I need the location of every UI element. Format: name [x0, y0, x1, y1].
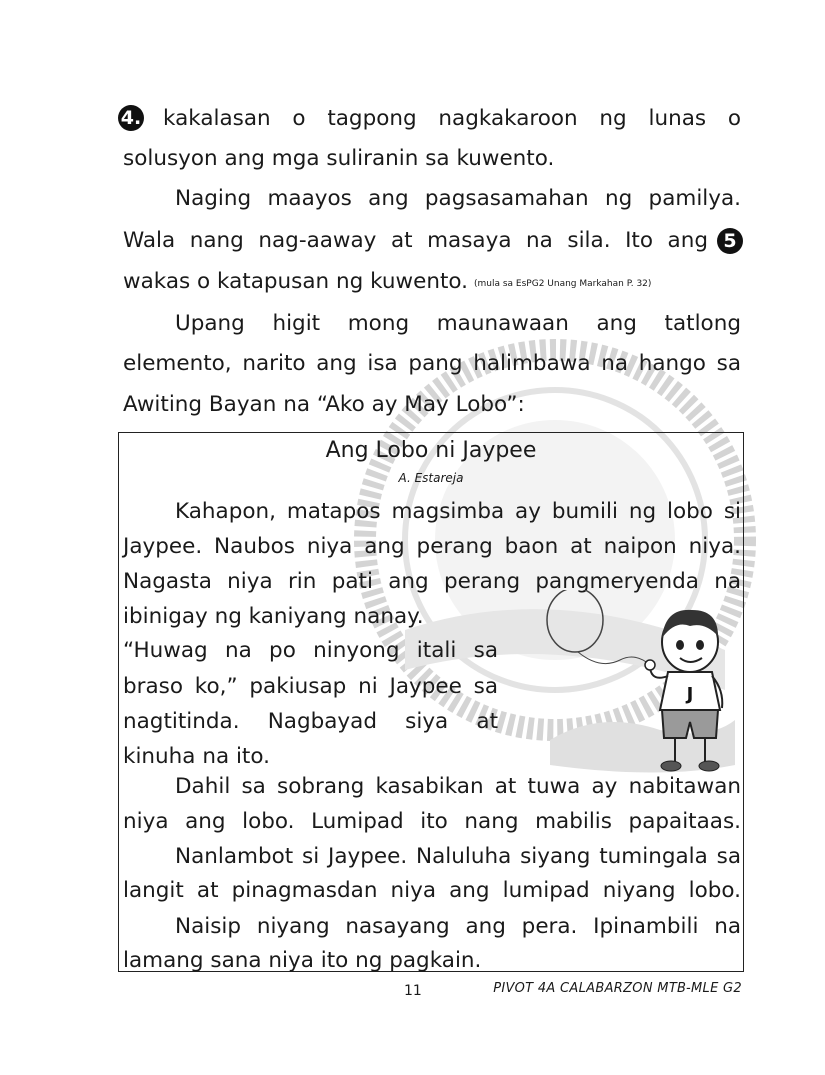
- boy-with-balloon-illustration: [540, 590, 740, 790]
- story-line-8: kinuha na ito.: [123, 744, 270, 769]
- footer-title: PIVOT 4A CALABARZON MTB-MLE G2: [493, 981, 742, 996]
- marker-4: 4.: [118, 105, 144, 131]
- intro-line-3: Naging maayos ang pagsasamahan ng pamilya.: [175, 186, 741, 211]
- page-number: 11: [404, 983, 422, 999]
- story-author: A. Estareja: [398, 471, 464, 485]
- story-line-10: niya ang lobo. Lumipad ito nang mabilis papaitaas.: [123, 809, 741, 834]
- intro-line-6: Upang higit mong maunawaan ang tatlong: [175, 311, 741, 336]
- balloon-icon: [547, 590, 603, 652]
- story-line-5: “Huwag na po ninyong itali sa: [123, 638, 498, 663]
- intro-line-4: Wala nang nag-aaway at masaya na sila. Ito ang: [123, 228, 708, 253]
- intro-line-5-text: wakas o katapusan ng kuwento.: [123, 269, 468, 294]
- intro-line-8: Awiting Bayan na “Ako ay May Lobo”:: [123, 392, 525, 417]
- shirt-letter: J: [686, 684, 694, 705]
- story-line-1: Kahapon, matapos magsimba ay bumili ng lobo si: [175, 499, 741, 524]
- story-line-2: Jaypee. Naubos niya ang perang baon at naipon niya.: [123, 534, 741, 559]
- intro-line-5: [123, 267, 741, 299]
- story-line-7: nagtitinda. Nagbayad siya at: [123, 709, 498, 734]
- story-line-13: Naisip niyang nasayang ang pera. Ipinambili na: [175, 914, 741, 939]
- story-line-4: ibinigay ng kaniyang nanay.: [123, 604, 424, 629]
- story-line-14: lamang sana niya ito ng pagkain.: [123, 948, 482, 973]
- citation: (mula sa EsPG2 Unang Markahan P. 32): [474, 279, 652, 289]
- story-line-3: Nagasta niya rin pati ang perang pangmeryenda na: [123, 569, 741, 594]
- story-title: Ang Lobo ni Jaypee: [325, 438, 537, 463]
- intro-line-7: elemento, narito ang isa pang halimbawa na hango sa: [123, 351, 741, 376]
- marker-5: 5: [717, 228, 743, 254]
- intro-line-1: kakalasan o tagpong nagkakaroon ng lunas o: [163, 106, 741, 131]
- story-line-6: braso ko,” pakiusap ni Jaypee sa: [123, 674, 498, 699]
- story-line-11: Nanlambot si Jaypee. Naluluha siyang tumingala sa: [175, 844, 741, 869]
- story-line-9: Dahil sa sobrang kasabikan at tuwa ay nabitawan: [175, 774, 741, 799]
- intro-line-2: solusyon ang mga suliranin sa kuwento.: [123, 146, 555, 171]
- story-line-12: langit at pinagmasdan niya ang lumipad niyang lobo.: [123, 878, 741, 903]
